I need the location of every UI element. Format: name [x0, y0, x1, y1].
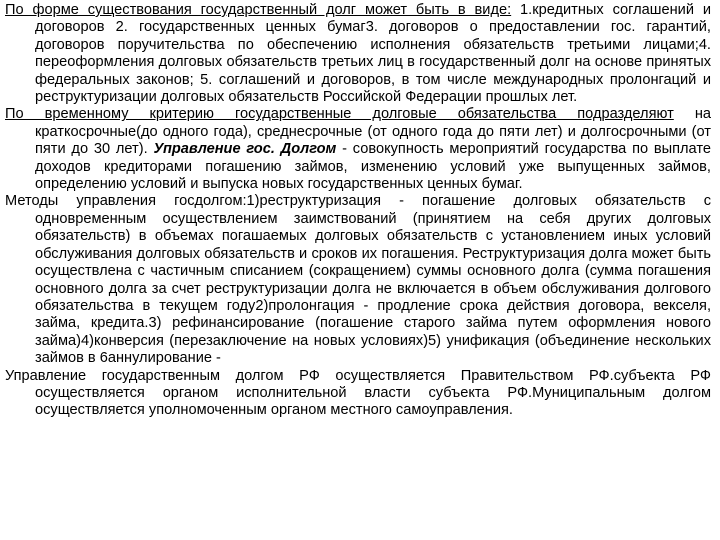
time-criterion-text: на краткосрочные(до одного года), среднесрочные (от одного года до пяти лет) и долгосрочными (от пяти до 30 лет).	[35, 106, 711, 158]
paragraph-management-methods	[5, 193, 711, 367]
paragraph-debt-forms	[5, 2, 711, 106]
debt-forms-text: 1.кредитных соглашений и договоров 2. государственных ценных бумаг3. договоров о предоставлении гос. гарантий, договоров поручительства по обеспечению исполнения обязательств третьими лицами;4. переоформления долговых обязательств третьих лиц в государственный долг на основе принятых федеральных законов; 5. соглашений и договоров, в том числе международных пролонгаций и реструктуризации долговых обязательств Российской Федерации прошлых лет.	[35, 2, 711, 106]
debt-forms-heading: По форме существования государственный долг может быть в виде:	[5, 2, 512, 18]
paragraph-time-criterion	[5, 106, 711, 193]
paragraph-debt-authorities	[5, 368, 711, 420]
debt-authorities-text: Управление государственным долгом РФ осуществляется Правительством РФ.субъекта РФ осуществляется органом исполнительной власти субъекта РФ.Муниципальным долгом осуществляется уполномоченным органом местного самоуправления.	[5, 367, 711, 419]
debt-management-definition: - совокупность мероприятий государства по выплате доходов кредиторами погашению займов, изменению условий уже выпущенных займов, определению условий и выпуска новых государственных ценных бумаг.	[35, 141, 711, 193]
debt-management-term: Управление гос. Долгом	[153, 141, 337, 158]
document-page	[5, 2, 711, 420]
time-criterion-heading: По временному критерию государственные долговые обязательства подразделяют	[5, 106, 674, 123]
management-methods-text: Методы управления госдолгом:1)реструктуризация - погашение долговых обязательств с одновременным осуществлением заимствований (принятием на себя других долговых обязательств) в объемах погашаемых долговых обязательств с установлением иных условий обслуживания долговых обязательств и сроков их погашения. Реструктуризация долга может быть осуществлена с частичным списанием (сокращением) суммы основного долга (сумма погашения основного долга за счет реструктуризации долга не включается в объем обслуживания долгового обязательства в текущем году2)пролонгация - продление срока действия договора, векселя, займа, кредита.3) рефинансирование (погашение старого займа путем оформления нового займа)4)конверсия (перезаключение на новых условиях)5) унификация (объединение нескольких займов в 6аннулирование -	[5, 193, 711, 367]
